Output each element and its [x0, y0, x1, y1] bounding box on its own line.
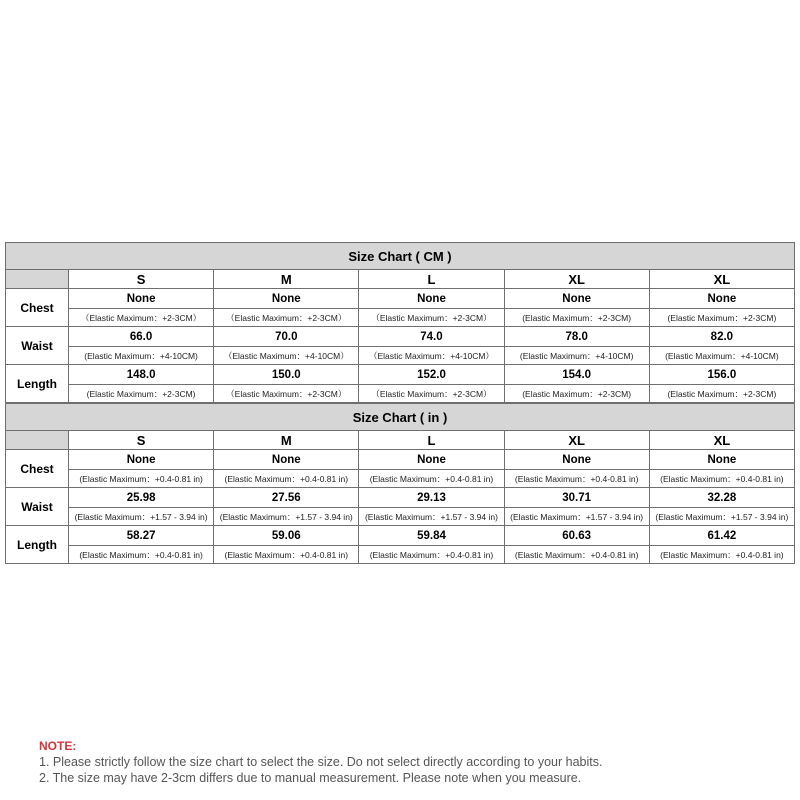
- elastic-note: （Elastic Maximum：+4-10CM）: [359, 347, 504, 365]
- row-label-chest: Chest: [6, 289, 69, 327]
- value-cell: 78.0: [504, 327, 649, 347]
- size-header: XL: [504, 270, 649, 289]
- elastic-note: (Elastic Maximum：+1.57 - 3.94 in): [359, 508, 504, 526]
- size-header: M: [214, 270, 359, 289]
- elastic-note: (Elastic Maximum：+0.4-0.81 in): [214, 546, 359, 564]
- value-cell: 70.0: [214, 327, 359, 347]
- value-cell: None: [504, 450, 649, 470]
- corner-cell: [6, 270, 69, 289]
- note-heading: NOTE:: [39, 739, 77, 753]
- value-cell: None: [359, 450, 504, 470]
- value-cell: None: [69, 450, 214, 470]
- elastic-note: (Elastic Maximum：+4-10CM): [649, 347, 794, 365]
- elastic-note: (Elastic Maximum：+2-3CM): [69, 385, 214, 403]
- size-header: S: [69, 270, 214, 289]
- value-cell: 152.0: [359, 365, 504, 385]
- size-chart-cm: [5, 242, 795, 403]
- elastic-note: (Elastic Maximum：+0.4-0.81 in): [359, 470, 504, 488]
- elastic-note: (Elastic Maximum：+1.57 - 3.94 in): [649, 508, 794, 526]
- elastic-note: （Elastic Maximum：+4-10CM）: [214, 347, 359, 365]
- value-cell: 82.0: [649, 327, 794, 347]
- elastic-note: (Elastic Maximum：+1.57 - 3.94 in): [69, 508, 214, 526]
- value-cell: 154.0: [504, 365, 649, 385]
- chart-title: Size Chart ( CM ): [6, 243, 795, 270]
- chart-title: Size Chart ( in ): [6, 404, 795, 431]
- size-chart-inches: [5, 403, 795, 564]
- size-header: XL: [649, 270, 794, 289]
- note-line-2: 2. The size may have 2-3cm differs due to manual measurement. Please note when you measure.: [39, 771, 582, 785]
- elastic-note: (Elastic Maximum：+2-3CM): [649, 385, 794, 403]
- value-cell: 25.98: [69, 488, 214, 508]
- value-cell: None: [359, 289, 504, 309]
- row-label-chest: Chest: [6, 450, 69, 488]
- elastic-note: （Elastic Maximum：+2-3CM）: [214, 385, 359, 403]
- elastic-note: (Elastic Maximum：+0.4-0.81 in): [504, 470, 649, 488]
- value-cell: None: [69, 289, 214, 309]
- size-header: XL: [504, 431, 649, 450]
- elastic-note: (Elastic Maximum：+0.4-0.81 in): [649, 470, 794, 488]
- size-header: XL: [649, 431, 794, 450]
- elastic-note: (Elastic Maximum：+4-10CM): [69, 347, 214, 365]
- notes-section: [39, 738, 602, 786]
- elastic-note: (Elastic Maximum：+4-10CM): [504, 347, 649, 365]
- value-cell: 74.0: [359, 327, 504, 347]
- value-cell: 150.0: [214, 365, 359, 385]
- value-cell: 148.0: [69, 365, 214, 385]
- elastic-note: (Elastic Maximum：+0.4-0.81 in): [214, 470, 359, 488]
- elastic-note: (Elastic Maximum：+0.4-0.81 in): [69, 470, 214, 488]
- size-header: L: [359, 270, 504, 289]
- elastic-note: （Elastic Maximum：+2-3CM）: [69, 309, 214, 327]
- elastic-note: (Elastic Maximum：+2-3CM): [504, 385, 649, 403]
- row-label-length: Length: [6, 526, 69, 564]
- value-cell: 27.56: [214, 488, 359, 508]
- value-cell: None: [214, 450, 359, 470]
- value-cell: 30.71: [504, 488, 649, 508]
- value-cell: 66.0: [69, 327, 214, 347]
- elastic-note: （Elastic Maximum：+2-3CM）: [214, 309, 359, 327]
- elastic-note: (Elastic Maximum：+0.4-0.81 in): [649, 546, 794, 564]
- elastic-note: (Elastic Maximum：+0.4-0.81 in): [69, 546, 214, 564]
- value-cell: 29.13: [359, 488, 504, 508]
- row-label-waist: Waist: [6, 488, 69, 526]
- elastic-note: （Elastic Maximum：+2-3CM）: [359, 309, 504, 327]
- note-line-1: 1. Please strictly follow the size chart to select the size. Do not select directly according to your habits.: [39, 755, 603, 769]
- value-cell: 156.0: [649, 365, 794, 385]
- value-cell: 58.27: [69, 526, 214, 546]
- elastic-note: (Elastic Maximum：+2-3CM): [504, 309, 649, 327]
- size-header: S: [69, 431, 214, 450]
- value-cell: 32.28: [649, 488, 794, 508]
- size-header: L: [359, 431, 504, 450]
- value-cell: 60.63: [504, 526, 649, 546]
- elastic-note: (Elastic Maximum：+0.4-0.81 in): [504, 546, 649, 564]
- elastic-note: （Elastic Maximum：+2-3CM）: [359, 385, 504, 403]
- corner-cell: [6, 431, 69, 450]
- value-cell: 59.84: [359, 526, 504, 546]
- elastic-note: (Elastic Maximum：+1.57 - 3.94 in): [504, 508, 649, 526]
- value-cell: 61.42: [649, 526, 794, 546]
- value-cell: None: [214, 289, 359, 309]
- elastic-note: (Elastic Maximum：+1.57 - 3.94 in): [214, 508, 359, 526]
- elastic-note: (Elastic Maximum：+0.4-0.81 in): [359, 546, 504, 564]
- row-label-waist: Waist: [6, 327, 69, 365]
- value-cell: 59.06: [214, 526, 359, 546]
- value-cell: None: [649, 289, 794, 309]
- value-cell: None: [504, 289, 649, 309]
- elastic-note: (Elastic Maximum：+2-3CM): [649, 309, 794, 327]
- row-label-length: Length: [6, 365, 69, 403]
- size-header: M: [214, 431, 359, 450]
- value-cell: None: [649, 450, 794, 470]
